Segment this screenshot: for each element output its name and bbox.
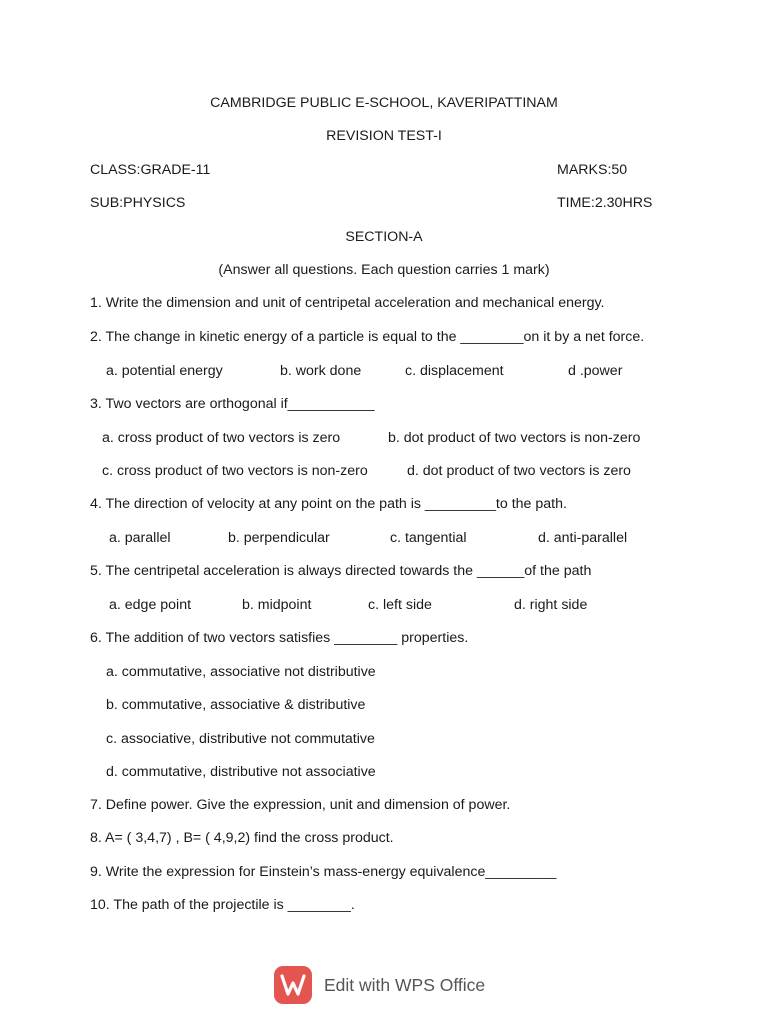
option: c. displacement bbox=[405, 363, 504, 379]
question-9 bbox=[90, 863, 556, 881]
question-text: . The change in kinetic energy of a particle is equal to the ________on it by a net force. bbox=[97, 329, 645, 345]
question-4 bbox=[90, 495, 567, 513]
marks-label: MARKS:50 bbox=[557, 162, 628, 178]
question-text: . Write the dimension and unit of centripetal acceleration and mechanical energy. bbox=[97, 295, 605, 311]
question-text: . The direction of velocity at any point on the path is _________to the path. bbox=[97, 496, 567, 512]
option: c. tangential bbox=[390, 530, 467, 546]
question-number: 1 bbox=[90, 295, 98, 311]
school-title: CAMBRIDGE PUBLIC E-SCHOOL, KAVERIPATTINAM bbox=[210, 95, 558, 111]
option: a. potential energy bbox=[106, 363, 223, 379]
option: b. commutative, associative & distributive bbox=[106, 697, 366, 713]
wps-watermark-label: Edit with WPS Office bbox=[324, 974, 486, 995]
option: a. parallel bbox=[109, 530, 171, 546]
question-5 bbox=[90, 562, 591, 580]
question-number: 5 bbox=[90, 563, 98, 579]
question-number: 2 bbox=[90, 329, 98, 345]
option: a. cross product of two vectors is zero bbox=[102, 430, 341, 446]
question-number: 10 bbox=[90, 897, 106, 913]
option: d. right side bbox=[514, 597, 588, 613]
question-text: . Write the expression for Einstein’s mass-energy equivalence_________ bbox=[97, 864, 557, 880]
question-10 bbox=[90, 896, 355, 914]
option: b. work done bbox=[280, 363, 362, 379]
section-title: SECTION-A bbox=[345, 229, 423, 245]
option: c. left side bbox=[368, 597, 432, 613]
instruction: (Answer all questions. Each question carries 1 mark) bbox=[218, 262, 550, 278]
question-text: . The path of the projectile is ________. bbox=[105, 897, 355, 913]
question-number: 4 bbox=[90, 496, 98, 512]
question-number: 3 bbox=[90, 396, 98, 412]
question-2 bbox=[90, 328, 644, 346]
question-number: 6 bbox=[90, 630, 98, 646]
option: b. dot product of two vectors is non-zero bbox=[388, 430, 641, 446]
class-label: CLASS:GRADE-11 bbox=[90, 162, 211, 178]
question-text: . The addition of two vectors satisfies ________ properties. bbox=[97, 630, 469, 646]
question-text: . A= ( 3,4,7) , B= ( 4,9,2) find the cross product. bbox=[97, 830, 394, 846]
subject-label: SUB:PHYSICS bbox=[90, 195, 186, 211]
test-title: REVISION TEST-I bbox=[326, 128, 442, 144]
question-text: . The centripetal acceleration is always directed towards the ______of the path bbox=[97, 563, 592, 579]
question-number: 8 bbox=[90, 830, 98, 846]
option: b. midpoint bbox=[242, 597, 312, 613]
question-8 bbox=[90, 829, 394, 847]
question-3 bbox=[90, 395, 374, 413]
option: d. anti-parallel bbox=[538, 530, 628, 546]
option: c. cross product of two vectors is non-zero bbox=[102, 463, 368, 479]
question-number: 7 bbox=[90, 797, 98, 813]
option: d. dot product of two vectors is zero bbox=[407, 463, 631, 479]
option: d .power bbox=[568, 363, 623, 379]
question-7 bbox=[90, 796, 510, 814]
option: b. perpendicular bbox=[228, 530, 330, 546]
option: a. edge point bbox=[109, 597, 192, 613]
question-1 bbox=[90, 294, 604, 312]
time-label: TIME:2.30HRS bbox=[557, 195, 653, 211]
wps-watermark[interactable] bbox=[274, 965, 485, 1005]
question-text: . Two vectors are orthogonal if___________ bbox=[97, 396, 375, 412]
option: a. commutative, associative not distributive bbox=[106, 664, 376, 680]
question-6 bbox=[90, 629, 468, 647]
wps-logo-icon bbox=[274, 966, 312, 1004]
question-text: . Define power. Give the expression, unit and dimension of power. bbox=[97, 797, 511, 813]
question-number: 9 bbox=[90, 864, 98, 880]
option: c. associative, distributive not commutative bbox=[106, 731, 375, 747]
option: d. commutative, distributive not associative bbox=[106, 764, 376, 780]
